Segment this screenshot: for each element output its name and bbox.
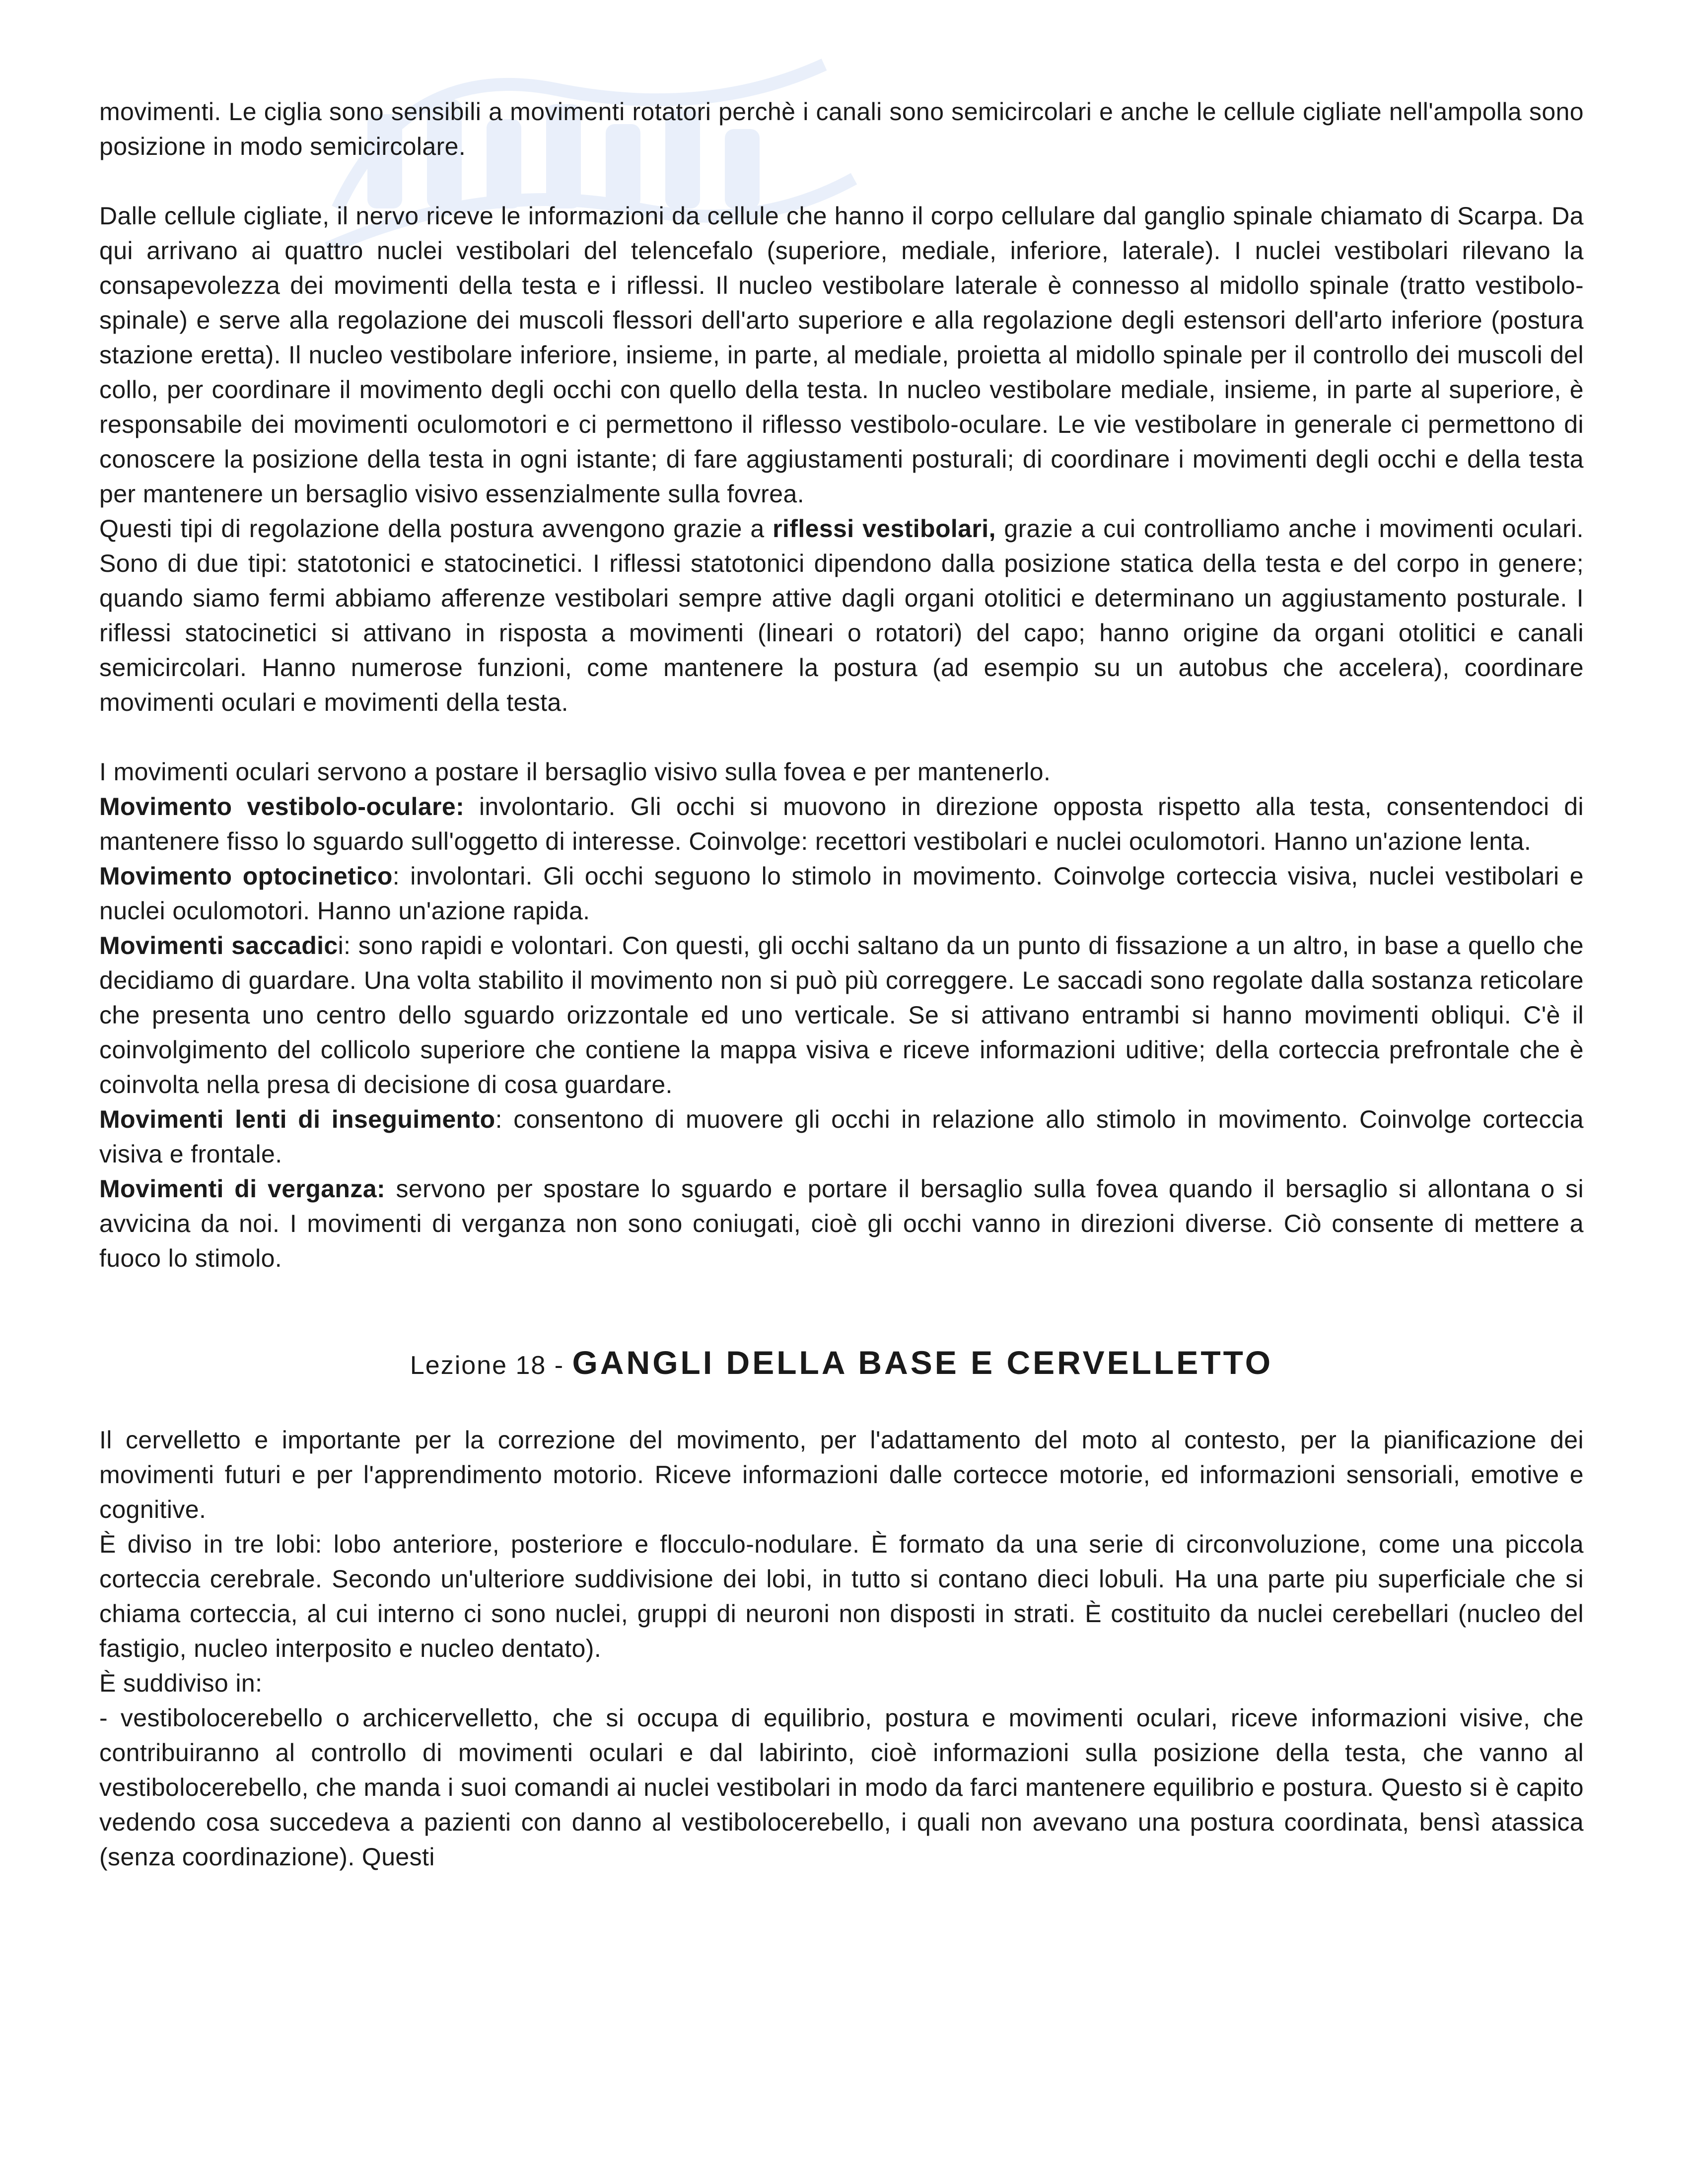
eye-movement-description: servono per spostare lo sguardo e portare il bersaglio sulla fovea quando il bersaglio si allontana o si avvicina da noi. I movimenti di verganza non sono coniugati, cioè gli occhi vanno in direzioni diverse. Ciò consente di mettere a fuoco lo stimolo. xyxy=(99,1175,1584,1272)
text-segment: grazie a cui controlliamo anche i movimenti oculari. Sono di due tipi: statotonici e statocinetici. I riflessi statotonici dipendono dalla posizione statica della testa e del corpo in genere; quando siamo fermi abbiamo afferenze vestibolari sempre attive dagli organi otolitici e determinano un aggiustamento posturale. I riflessi statocinetici si attivano in risposta a movimenti (lineari o rotatori) del capo; hanno origine da organi otolitici e canali semicircolari. Hanno numerose funzioni, come mantenere la postura (ad esempio su un autobus che accelera), coordinare movimenti oculari e movimenti della testa. xyxy=(99,515,1584,716)
eye-movement-term: Movimento vestibolo-oculare: xyxy=(99,793,465,820)
eye-movement-item xyxy=(99,928,1584,1102)
eye-movement-item xyxy=(99,1102,1584,1171)
bold-term: riflessi vestibolari, xyxy=(773,515,996,543)
eye-movement-description: involontario. Gli occhi si muovono in direzione opposta rispetto alla testa, consentendoci di mantenere fisso lo sguardo sull'oggetto di interesse. Coinvolge: recettori vestibolari e nuclei oculomotori. Hanno un'azione lenta. xyxy=(99,793,1584,855)
eye-movement-item xyxy=(99,789,1584,859)
eye-movement-item xyxy=(99,859,1584,928)
text-segment: Questi tipi di regolazione della postura avvengono grazie a xyxy=(99,515,773,543)
lesson-heading xyxy=(99,1340,1584,1388)
eye-movement-term: Movimenti di verganza: xyxy=(99,1175,386,1203)
eye-movement-term: Movimenti saccadic xyxy=(99,932,338,959)
lesson-title: GANGLI DELLA BASE E CERVELLETTO xyxy=(572,1344,1273,1381)
eye-movement-description: i: sono rapidi e volontari. Con questi, gli occhi saltano da un punto di fissazione a un altro, in base a quello che decidiamo di guardare. Una volta stabilito il movimento non si può più correggere. Le saccadi sono regolate dalla sostanza reticolare che presenta uno centro dello sguardo orizzontale ed uno verticale. Se si attivano entrambi si hanno movimenti obliqui. C'è il coinvolgimento del collicolo superiore che contiene la mappa visiva e riceve informazioni uditive; della corteccia prefrontale che è coinvolta nella presa di decisione di cosa guardare. xyxy=(99,932,1584,1098)
paragraph-ciglia: movimenti. Le ciglia sono sensibili a movimenti rotatori perchè i canali sono semicircolari e anche le cellule cigliate nell'ampolla sono posizione in modo semicircolare. xyxy=(99,98,1584,160)
paragraph-riflessi-vestibolari xyxy=(99,511,1584,720)
paragraph-suddivisione: È suddiviso in: xyxy=(99,1669,263,1697)
eye-movement-term: Movimenti lenti di inseguimento xyxy=(99,1105,495,1133)
document-page xyxy=(99,94,1584,1874)
paragraph-cervelletto-intro: Il cervelletto e importante per la correzione del movimento, per l'adattamento del moto al contesto, per la pianificazione dei movimenti futuri e per l'apprendimento motorio. Riceve informazioni dalle cortecce motorie, ed informazioni sensoriali, emotive e cognitive. xyxy=(99,1426,1584,1523)
eye-movement-item xyxy=(99,1171,1584,1276)
paragraph-vestibolocerebello: - vestibolocerebello o archicervelletto, che si occupa di equilibrio, postura e movimenti oculari, riceve informazioni visive, che contribuiranno al controllo di movimenti oculari e dal labirinto, cioè informazioni sulla posizione della testa, che vanno al vestibolocerebello, che manda i suoi comandi ai nuclei vestibolari in modo da farci mantenere equilibrio e postura. Questo si è capito vedendo cosa succedeva a pazienti con danno al vestibolocerebello, i quali non avevano una postura coordinata, bensì atassica (senza coordinazione). Questi xyxy=(99,1704,1584,1871)
eye-movement-term: Movimento optocinetico xyxy=(99,862,393,890)
eye-movement-description: : involontari. Gli occhi seguono lo stimolo in movimento. Coinvolge corteccia visiva, nuclei vestibolari e nuclei oculomotori. Hanno un'azione rapida. xyxy=(99,862,1584,925)
paragraph-cervelletto-lobi: È diviso in tre lobi: lobo anteriore, posteriore e flocculo-nodulare. È formato da una serie di circonvoluzione, come una piccola corteccia cerebrale. Secondo un'ulteriore suddivisione dei lobi, in tutto si contano dieci lobuli. Ha una parte piu superficiale che si chiama corteccia, al cui interno ci sono nuclei, gruppi di neuroni non disposti in strati. È costituito da nuclei cerebellari (nucleo del fastigio, nucleo interposito e nucleo dentato). xyxy=(99,1530,1584,1662)
lesson-number: Lezione 18 - xyxy=(410,1351,572,1380)
paragraph-movimenti-oculari-intro: I movimenti oculari servono a postare il bersaglio visivo sulla fovea e per mantenerlo. xyxy=(99,758,1051,786)
eye-movement-description: : consentono di muovere gli occhi in relazione allo stimolo in movimento. Coinvolge corteccia visiva e frontale. xyxy=(99,1105,1584,1168)
paragraph-nuclei-vestibolari: Dalle cellule cigliate, il nervo riceve le informazioni da cellule che hanno il corpo cellulare dal ganglio spinale chiamato di Scarpa. Da qui arrivano ai quattro nuclei vestibolari del telencefalo (superiore, mediale, inferiore, laterale). I nuclei vestibolari rilevano la consapevolezza dei movimenti della testa e i riflessi. Il nucleo vestibolare laterale è connesso al midollo spinale (tratto vestibolo-spinale) e serve alla regolazione dei muscoli flessori dell'arto superiore e alla regolazione degli estensori dell'arto inferiore (postura stazione eretta). Il nucleo vestibolare inferiore, insieme, in parte, al mediale, proietta al midollo spinale per il controllo dei muscoli del collo, per coordinare il movimento degli occhi con quello della testa. In nucleo vestibolare mediale, insieme, in parte al superiore, è responsabile dei movimenti oculomotori e ci permettono il riflesso vestibolo-oculare. Le vie vestibolare in generale ci permettono di conoscere la posizione della testa in ogni istante; di fare aggiustamenti posturali; di coordinare i movimenti degli occhi e della testa per mantenere un bersaglio visivo essenzialmente sulla fovrea. xyxy=(99,202,1584,508)
